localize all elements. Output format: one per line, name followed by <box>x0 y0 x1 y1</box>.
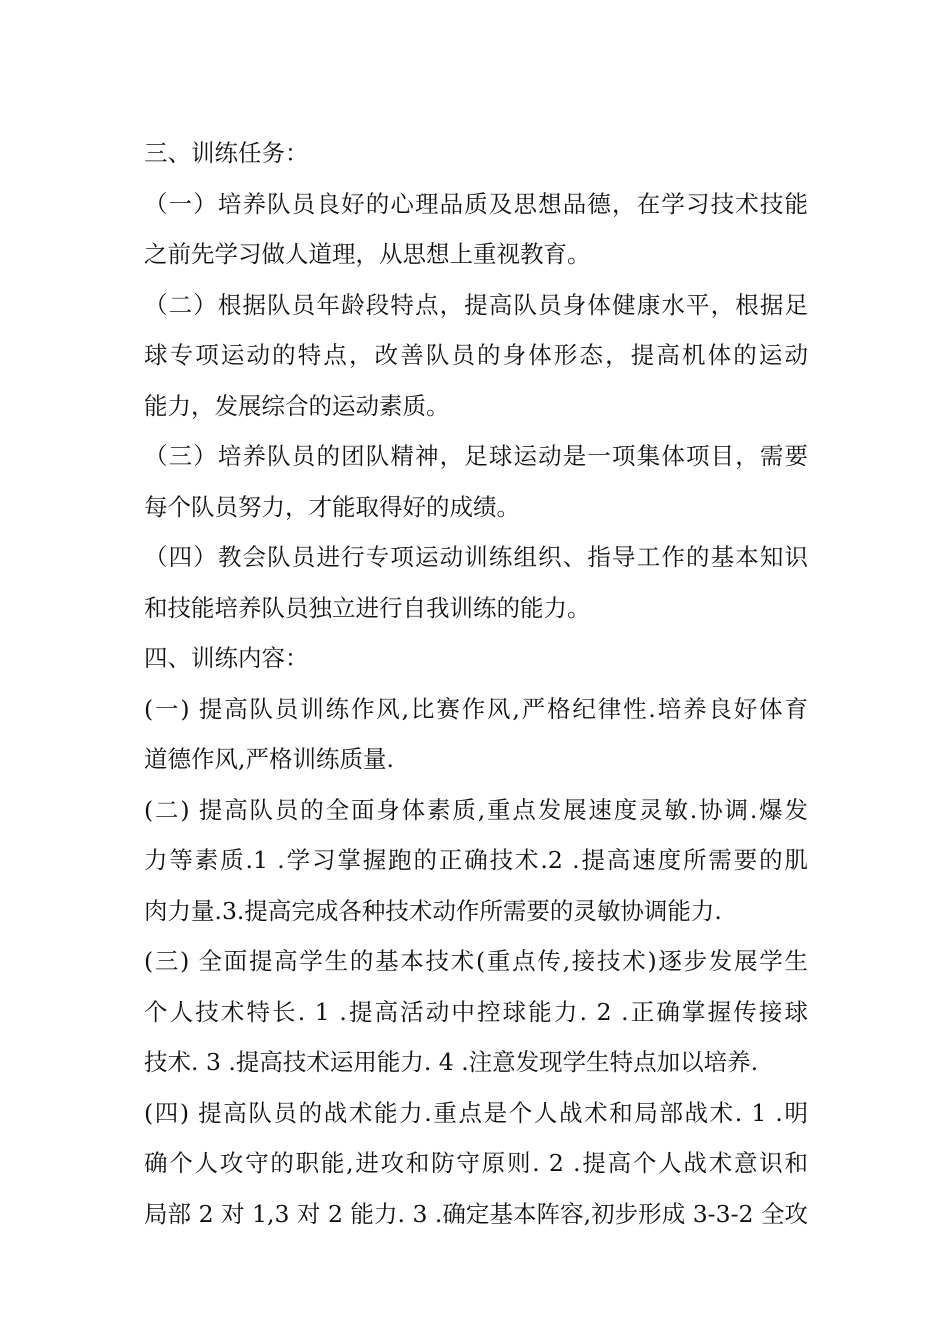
paragraph-line: （四）教会队员进行专项运动训练组织、指导工作的基本知识 <box>144 543 808 571</box>
paragraph-line: 能力，发展综合的运动素质。 <box>144 391 450 420</box>
paragraph-line: 道德作风,严格训练质量. <box>144 745 394 773</box>
paragraph-line: 和技能培养队员独立进行自我训练的能力。 <box>144 593 591 622</box>
paragraph-line: （三）培养队员的团队精神，足球运动是一项集体项目，需要 <box>144 442 808 470</box>
paragraph-line: 局部 2 对 1,3 对 2 能力. 3 .确定基本阵容,初步形成 3-3-2 全攻 <box>144 1199 808 1228</box>
paragraph-line: (三) 全面提高学生的基本技术(重点传,接技术)逐步发展学生 <box>144 947 808 975</box>
paragraph-line: (二) 提高队员的全面身体素质,重点发展速度灵敏.协调.爆发 <box>144 795 808 824</box>
paragraph-line: 每个队员努力，才能取得好的成绩。 <box>144 492 520 521</box>
paragraph-line: 肉力量.3.提高完成各种技术动作所需要的灵敏协调能力. <box>144 896 722 925</box>
paragraph-line: (一) 提高队员训练作风,比赛作风,严格纪律性.培养良好体育 <box>144 694 808 723</box>
paragraph-line: 力等素质.1 .学习掌握跑的正确技术.2 .提高速度所需要的肌 <box>144 846 808 874</box>
paragraph-line: 确个人攻守的职能,进攻和防守原则. 2 .提高个人战术意识和 <box>144 1149 808 1177</box>
paragraph-line: 之前先学习做人道理，从思想上重视教育。 <box>144 240 591 268</box>
paragraph-line: 球专项运动的特点，改善队员的身体形态，提高机体的运动 <box>144 341 808 369</box>
section-heading-training-content: 四、训练内容： <box>144 644 309 672</box>
paragraph-line: (四) 提高队员的战术能力.重点是个人战术和局部战术. 1 .明 <box>144 1098 808 1127</box>
paragraph-line: （二）根据队员年龄段特点，提高队员身体健康水平，根据足 <box>144 290 808 319</box>
paragraph-line: （一）培养队员良好的心理品质及思想品德，在学习技术技能 <box>144 189 808 218</box>
section-heading-training-tasks: 三、训练任务： <box>144 139 309 167</box>
paragraph-line: 个人技术特长. 1 .提高活动中控球能力. 2 .正确掌握传接球 <box>144 997 808 1026</box>
paragraph-line: 技术. 3 .提高技术运用能力. 4 .注意发现学生特点加以培养. <box>144 1048 759 1076</box>
document-body <box>144 128 808 1239</box>
